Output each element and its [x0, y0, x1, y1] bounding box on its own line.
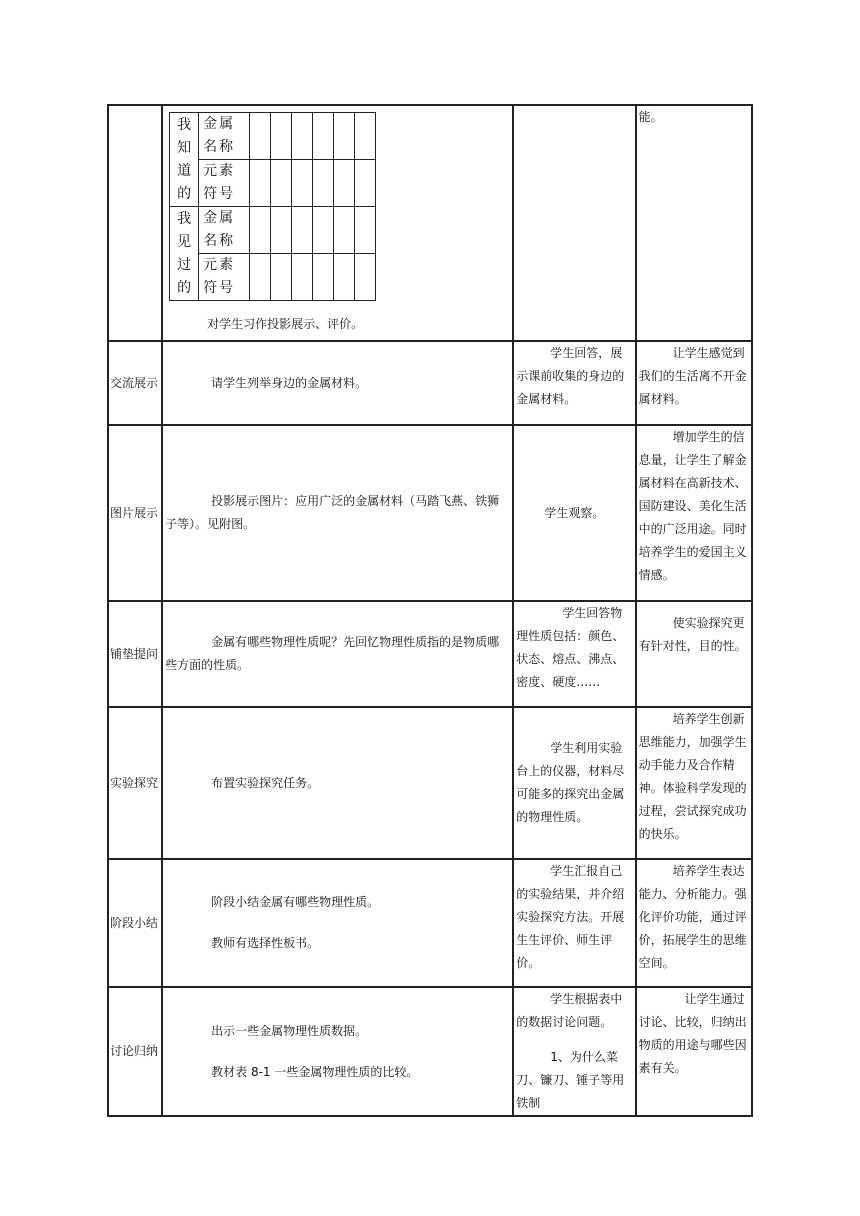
lesson-plan-table	[107, 104, 753, 1117]
design-purpose-text: 让学生通过讨论、比较，归纳出物质的用途与哪些因素有关。	[638, 992, 747, 1075]
stage-cell	[108, 105, 162, 341]
blank-answer-cell[interactable]	[292, 113, 313, 160]
design-purpose-text: 使实验探究更有针对性，目的性。	[638, 616, 747, 653]
blank-answer-cell[interactable]	[334, 254, 355, 301]
blank-answer-cell[interactable]	[271, 160, 292, 207]
row-label-line: 符号	[203, 280, 236, 296]
blank-answer-cell[interactable]	[271, 113, 292, 160]
design-purpose-cell	[636, 601, 752, 707]
student-activity-cell	[513, 601, 635, 707]
blank-answer-cell[interactable]	[250, 113, 271, 160]
group-heading-char: 见	[177, 233, 192, 250]
blank-answer-cell[interactable]	[334, 207, 355, 254]
teacher-activity-text: 请学生列举身边的金属材料。	[211, 375, 368, 390]
blank-answer-cell[interactable]	[355, 207, 376, 254]
table-row	[108, 425, 752, 601]
design-purpose-text: 让学生感觉到我们的生活离不开金属材料。	[638, 346, 747, 406]
teacher-activity-cell	[162, 987, 513, 1116]
student-activity-text: 学生观察。	[544, 505, 605, 520]
blank-answer-cell[interactable]	[292, 207, 313, 254]
blank-answer-cell[interactable]	[355, 160, 376, 207]
group-heading-char: 道	[177, 162, 192, 179]
blank-answer-cell[interactable]	[313, 207, 334, 254]
row-label	[199, 160, 250, 207]
teacher-activity-text: 投影展示图片：应用广泛的金属材料（马踏飞燕、铁狮子等）。见附图。	[165, 494, 500, 531]
row-label-line: 金属	[203, 210, 236, 226]
design-purpose-cell	[636, 341, 752, 425]
blank-answer-cell[interactable]	[313, 160, 334, 207]
table-row	[108, 987, 752, 1116]
teacher-activity-text: 出示一些金属物理性质数据。	[211, 1023, 368, 1038]
teacher-activity-text: 教材表 8-1 一些金属物理性质的比较。	[211, 1064, 419, 1079]
design-purpose-text: 培养学生表达能力、分析能力。强化评价功能，通过评价，拓展学生的思维空间。	[638, 864, 747, 970]
student-activity-cell	[513, 105, 635, 341]
student-activity-cell	[513, 707, 635, 859]
stage-label: 图片展示	[108, 425, 162, 601]
row-label-line: 金属	[203, 116, 236, 132]
group-heading-char: 过	[177, 256, 192, 273]
blank-answer-cell[interactable]	[271, 207, 292, 254]
design-purpose-cell	[636, 987, 752, 1116]
student-activity-text: 学生回答物理性质包括：颜色、状态、熔点、沸点、密度、硬度……	[516, 606, 625, 689]
stage-label: 铺垫提问	[108, 601, 162, 707]
design-purpose-text: 能。	[638, 110, 663, 124]
teacher-activity-text: 金属有哪些物理性质呢？先回忆物理性质指的是物质哪些方面的性质。	[165, 635, 500, 672]
teacher-activity-text: 布置实验探究任务。	[211, 775, 320, 790]
table-row	[108, 859, 752, 987]
group-heading-char: 我	[177, 210, 192, 227]
blank-answer-cell[interactable]	[355, 254, 376, 301]
design-purpose-text: 培养学生创新思维能力，加强学生动手能力及合作精神。体验科学发现的过程，尝试探究成功的快乐。	[638, 712, 747, 841]
teacher-activity-cell	[162, 105, 513, 341]
student-activity-cell	[513, 425, 635, 601]
group-heading-char: 知	[177, 139, 192, 156]
blank-answer-cell[interactable]	[334, 160, 355, 207]
table-row	[108, 105, 752, 341]
blank-answer-cell[interactable]	[250, 160, 271, 207]
metal-table-row	[170, 160, 376, 207]
student-activity-cell	[513, 859, 635, 987]
table-row	[108, 707, 752, 859]
teacher-activity-cell	[162, 425, 513, 601]
blank-answer-cell[interactable]	[334, 113, 355, 160]
blank-answer-cell[interactable]	[271, 254, 292, 301]
blank-answer-cell[interactable]	[250, 254, 271, 301]
teacher-activity-text: 阶段小结金属有哪些物理性质。	[211, 895, 380, 909]
design-purpose-cell	[636, 105, 752, 341]
student-activity-text: 学生汇报自己的实验结果，并介绍实验探究方法。开展生生评价、师生评价。	[516, 864, 625, 970]
metal-knowledge-table	[169, 112, 376, 301]
teacher-activity-text: 对学生习作投影展示、评价。	[207, 317, 364, 331]
row-label-line: 元素	[203, 163, 236, 179]
student-activity-text: 学生利用实验台上的仪器，材料尽可能多的探究出金属的物理性质。	[516, 741, 625, 824]
stage-label: 讨论归纳	[108, 987, 162, 1116]
blank-answer-cell[interactable]	[292, 160, 313, 207]
group-heading	[170, 207, 199, 301]
table-row	[108, 341, 752, 425]
design-purpose-text: 增加学生的信息量，让学生了解金属材料在高新技术、国防建设、美化生活中的广泛用途。同时培养学生的爱国主义情感。	[638, 430, 747, 582]
blank-answer-cell[interactable]	[313, 254, 334, 301]
row-label-line: 名称	[203, 233, 236, 249]
teacher-activity-cell	[162, 859, 513, 987]
teacher-activity-text: 教师有选择性板书。	[211, 936, 320, 950]
blank-answer-cell[interactable]	[313, 113, 334, 160]
metal-table-row	[170, 254, 376, 301]
group-heading-char: 我	[177, 116, 192, 133]
student-activity-cell	[513, 987, 635, 1116]
metal-table-row	[170, 207, 376, 254]
blank-answer-cell[interactable]	[250, 207, 271, 254]
stage-label: 交流展示	[108, 341, 162, 425]
group-heading-char: 的	[177, 279, 192, 296]
student-activity-text: 学生回答，展示课前收集的身边的金属材料。	[516, 346, 625, 406]
student-activity-text: 学生根据表中的数据讨论问题。	[516, 992, 623, 1029]
design-purpose-cell	[636, 425, 752, 601]
row-label	[199, 113, 250, 160]
group-heading	[170, 113, 199, 207]
design-purpose-cell	[636, 707, 752, 859]
teacher-activity-cell	[162, 601, 513, 707]
teacher-activity-cell	[162, 341, 513, 425]
student-activity-cell	[513, 341, 635, 425]
metal-table-row	[170, 113, 376, 160]
design-purpose-cell	[636, 859, 752, 987]
blank-answer-cell[interactable]	[355, 113, 376, 160]
lesson-plan-page	[107, 104, 753, 1110]
row-label-line: 元素	[203, 257, 236, 273]
teacher-activity-cell	[162, 707, 513, 859]
stage-label: 实验探究	[108, 707, 162, 859]
row-label-line: 符号	[203, 186, 236, 202]
row-label-line: 名称	[203, 139, 236, 155]
row-label	[199, 254, 250, 301]
stage-label: 阶段小结	[108, 859, 162, 987]
blank-answer-cell[interactable]	[292, 254, 313, 301]
student-activity-text: 1、为什么菜刀、镰刀、锤子等用铁制	[516, 1050, 625, 1110]
table-row	[108, 601, 752, 707]
row-label	[199, 207, 250, 254]
group-heading-char: 的	[177, 185, 192, 202]
